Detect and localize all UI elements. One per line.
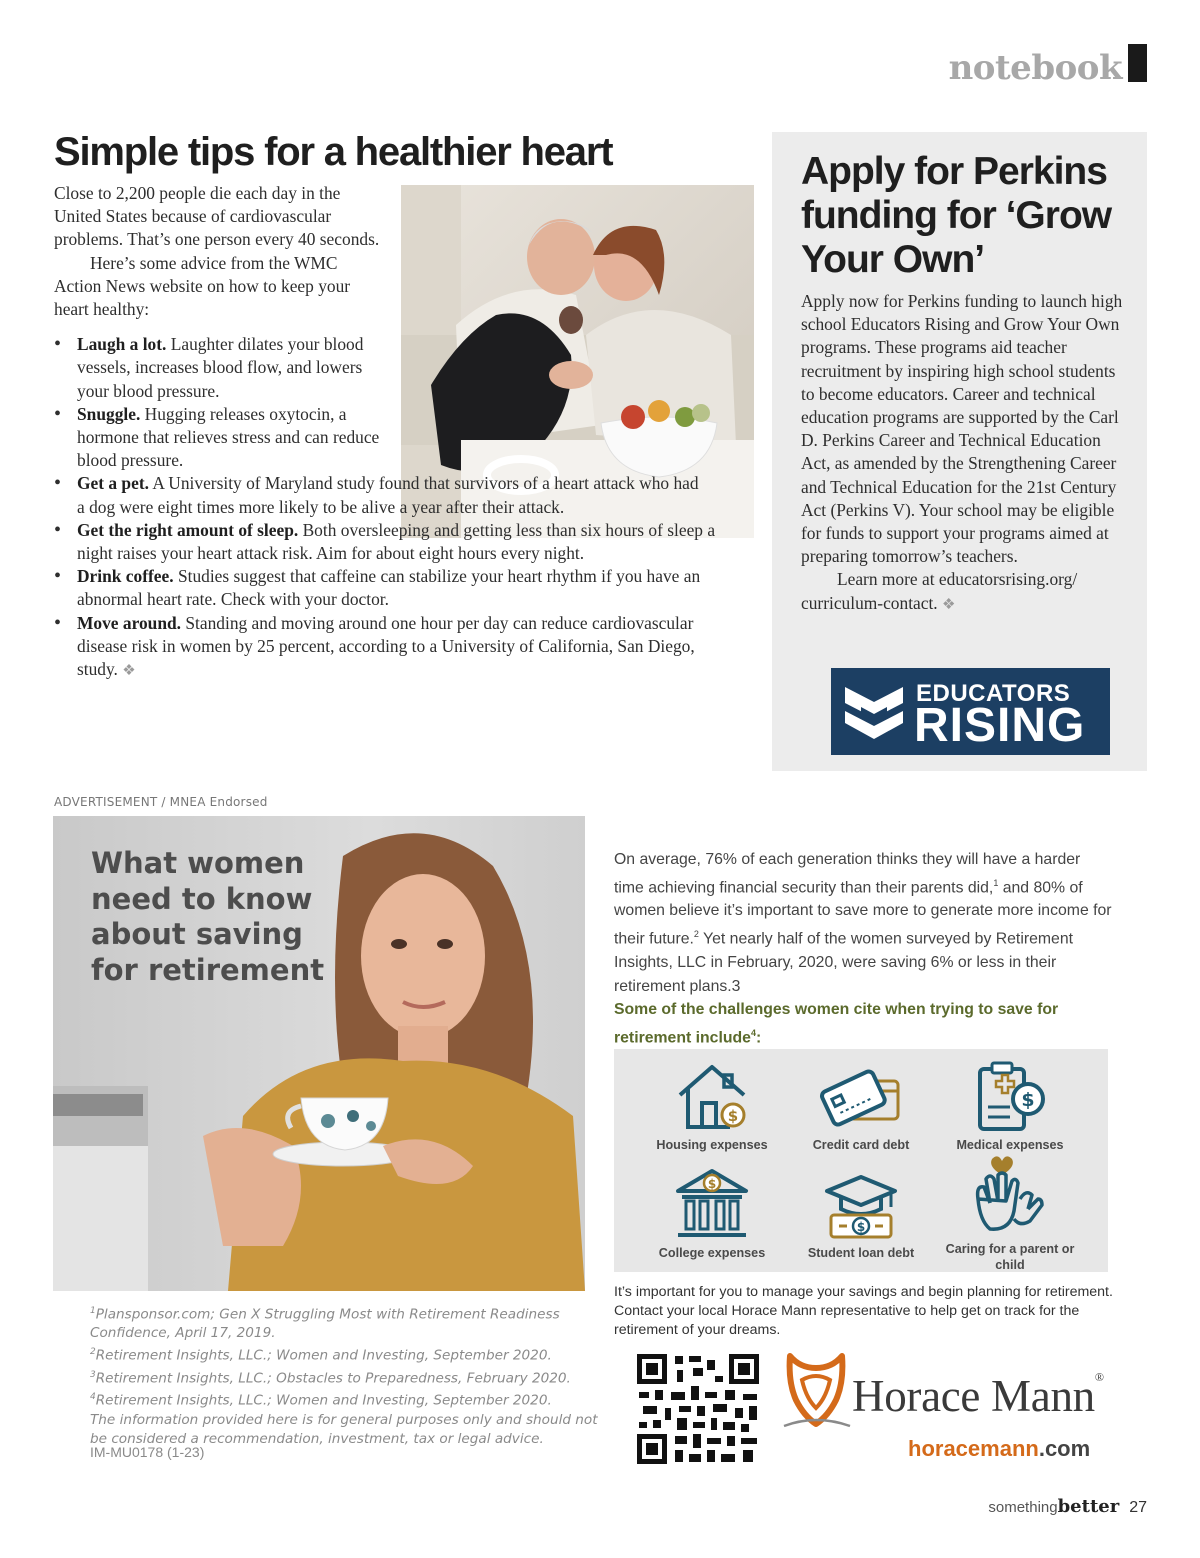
challenges-heading [614, 998, 1104, 1049]
section-bar [1128, 44, 1147, 82]
challenge-credit-card [781, 1059, 941, 1153]
page-number: 27 [1129, 1499, 1147, 1516]
tip-lead: Snuggle. [77, 403, 141, 424]
disclaimer: The information provided here is for general purposes only and should not be considered a recommendation, investment, tax or legal advice. [90, 1411, 598, 1447]
ad-intro-c: Yet nearly half of the women surveyed by Retirement Insights, LLC in February, 2020, were saving 6% or less in their retirement plans.3 [614, 930, 1073, 995]
tip-lead: Get a pet. [77, 473, 149, 494]
footnote [90, 1366, 600, 1388]
tip-lead: Laugh a lot. [77, 334, 167, 355]
challenges-heading-text: Some of the challenges women cite when trying to save for retirement include [614, 1001, 1059, 1046]
sidebar-body [801, 290, 1131, 617]
svg-text:$: $ [856, 1220, 866, 1234]
brand-url-link[interactable] [908, 1436, 1090, 1462]
footnote-number: 2 [90, 1347, 96, 1358]
article-body [54, 182, 744, 683]
ad-intro-a: On average, 76% of each generation thinks they will have a harder time achieving financial security than their parents did, [614, 851, 1081, 896]
graduation-cap-icon [821, 1167, 901, 1243]
tip-lead: Drink coffee. [77, 566, 174, 587]
ad-code: IM-MU0178 (1-23) [90, 1444, 205, 1460]
qr-code-icon[interactable] [635, 1352, 761, 1466]
challenge-label: Credit card debt [812, 1138, 910, 1152]
tips-list [54, 333, 744, 683]
educators-rising-emblem-icon [839, 677, 909, 747]
challenge-medical [930, 1059, 1090, 1153]
challenge-label: Housing expenses [656, 1138, 768, 1152]
brand-name [852, 1370, 1104, 1422]
hands-heart-icon [970, 1155, 1050, 1239]
logo-line-2: RISING [914, 699, 1086, 752]
svg-text:$: $ [707, 1177, 717, 1191]
challenges-panel [614, 1049, 1108, 1272]
ad-footnotes [90, 1302, 600, 1448]
footnote [90, 1388, 600, 1410]
footnote-number: 1 [90, 1306, 96, 1316]
tip-lead: Get the right amount of sleep. [77, 519, 299, 540]
challenge-label: Medical expenses [956, 1138, 1064, 1152]
ad-closing: It’s important for you to manage your savings and begin planning for retirement. Contact your local Horace Mann representative to help get on track for the retirement of your dreams. [614, 1284, 1113, 1338]
footnote-text: Retirement Insights, LLC.; Women and Investing, September 2020. [95, 1347, 552, 1364]
ad-headline: What women need to know about saving for retirement [91, 846, 325, 987]
learn-more-text: Learn more at educatorsrising.org/ curriculum-contact. [801, 569, 1078, 613]
footnote-ref: 1 [993, 877, 999, 888]
logo-line-1: EDUCATORS [916, 680, 1071, 707]
woman-with-teacup-photo [53, 816, 585, 1291]
tip-text: Both oversleeping and getting less than six hours of sleep a night raises your heart attack risk. Aim for about eight hours every night. [77, 519, 716, 564]
svg-text:$: $ [1021, 1089, 1035, 1111]
footnote-text: Retirement Insights, LLC.; Women and Investing, September 2020. [95, 1392, 552, 1409]
tip-text: Hugging releases oxytocin, a hormone that relieves stress and can reduce blood pressure. [77, 403, 380, 471]
footnote [90, 1302, 600, 1343]
challenge-housing [632, 1059, 792, 1153]
end-mark-icon: ❖ [122, 663, 136, 680]
tip-lead: Move around. [77, 612, 182, 633]
footnote-number: 3 [90, 1369, 96, 1380]
challenge-college [632, 1167, 792, 1261]
challenge-label: College expenses [658, 1246, 766, 1260]
tip-text: A University of Maryland study found that survivors of a heart attack who had a dog were eight times more likely to be alive a year after their attack. [77, 473, 699, 517]
page-footer [988, 1496, 1147, 1517]
svg-text:$: $ [727, 1107, 739, 1125]
article-title: Simple tips for a healthier heart [54, 130, 613, 174]
tip-text: Standing and moving around one hour per day can reduce cardiovascular disease risk in women by 25 percent, according to a University of California, San Diego, study. [77, 612, 695, 680]
sidebar-title: Apply for Perkins funding for ‘Grow Your Own’ [801, 150, 1112, 281]
publication-name-a: something [988, 1499, 1058, 1516]
credit-card-icon [816, 1059, 906, 1135]
ad-intro [614, 848, 1114, 998]
challenge-caring [930, 1155, 1090, 1273]
article-intro-2: Here’s some advice from the WMC Action News website on how to keep your heart healthy: [54, 252, 351, 320]
url-brand: horacemann [908, 1436, 1039, 1461]
list-item [54, 333, 384, 403]
footnote-ref: 4 [750, 1027, 756, 1038]
educators-rising-logo [831, 668, 1110, 755]
end-mark-icon: ❖ [942, 596, 956, 613]
challenges-heading-colon: : [755, 1028, 762, 1046]
footnote-text: Retirement Insights, LLC.; Obstacles to Preparedness, February 2020. [95, 1370, 571, 1387]
challenge-label: Caring for a parent or child [945, 1242, 1075, 1272]
registered-mark: ® [1094, 1370, 1104, 1384]
list-item [54, 519, 744, 565]
footnote-text: Plansponsor.com; Gen X Struggling Most with Retirement Readiness Confidence, April 17, 2019. [90, 1306, 560, 1342]
footnote-ref: 2 [693, 929, 699, 940]
perkins-sidebar [772, 132, 1147, 771]
bank-building-icon [672, 1167, 752, 1243]
publication-name-b: better [1057, 1496, 1120, 1517]
sidebar-paragraph: Apply now for Perkins funding to launch high school Educators Rising and Grow Your Own programs. These programs aid teacher recruitment by inspiring high school students to become educators. Career and technical education programs are supported by the Carl D. Perkins Career and Technical Education Act, as amended by the Strengthening Career and Technical Education for the 21st Century Act (Perkins V). Your school may be eligible for funds to support your programs aimed at preparing tomorrow’s teachers. [801, 291, 1123, 567]
list-item [54, 403, 384, 473]
sidebar-learn-more [801, 568, 1131, 616]
horace-mann-owl-logo [780, 1352, 852, 1430]
brand-name-text: Horace Mann [852, 1371, 1095, 1421]
ad-label: ADVERTISEMENT / MNEA Endorsed [54, 795, 268, 809]
footnote-number: 4 [90, 1392, 96, 1403]
ad-intro-b: and 80% of women believe it’s important to save more to generate more income for their future. [614, 878, 1112, 948]
tip-text: Studies suggest that caffeine can stabilize your heart rhythm if you have an abnormal heart rate. Check with your doctor. [77, 566, 701, 610]
list-item [54, 472, 744, 518]
challenge-student-loan [781, 1167, 941, 1261]
challenge-label: Student loan debt [807, 1246, 915, 1260]
footnote [90, 1343, 600, 1365]
tip-text: Laughter dilates your blood vessels, increases blood flow, and lowers your blood pressure. [77, 334, 364, 401]
house-dollar-icon [672, 1059, 752, 1135]
article-intro-1: Close to 2,200 people die each day in the United States because of cardiovascular problems. That’s one person every 40 seconds. [54, 183, 380, 250]
medical-clipboard-icon [970, 1059, 1050, 1135]
list-item [54, 612, 744, 684]
section-tag: notebook [948, 48, 1122, 88]
list-item [54, 565, 744, 611]
url-tld: .com [1038, 1436, 1091, 1461]
